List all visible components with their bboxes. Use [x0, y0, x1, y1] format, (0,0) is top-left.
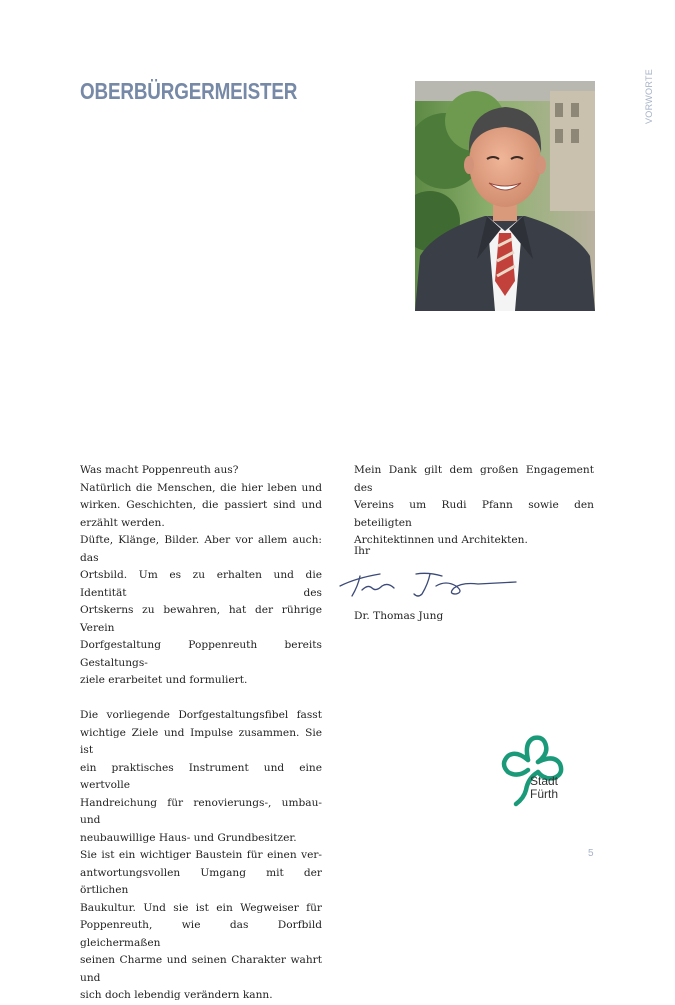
logo-line-fuerth: Fürth	[530, 787, 559, 801]
text-line: Poppenreuth, wie das Dorfbild gleichermaßen	[80, 919, 322, 949]
right-text-column	[354, 462, 594, 550]
text-line: Architektinnen und Architekten.	[354, 534, 528, 546]
text-line: ein praktisches Instrument und eine wertvolle	[80, 761, 322, 791]
text-line: Ortsbild. Um es zu erhalten und die Identität des	[80, 569, 322, 599]
text-line: Handreichung für renovierungs-, umbau- und	[80, 796, 322, 826]
text-line: Baukultur. Und sie ist ein Wegweiser für	[80, 901, 322, 914]
text-line: Was macht Poppenreuth aus?	[80, 464, 239, 476]
text-line: neubauwillige Haus- und Grundbesitzer.	[80, 831, 297, 844]
page-number: 5	[588, 848, 594, 859]
closing-salutation: Ihr	[354, 545, 371, 557]
text-line: erzählt werden.	[80, 516, 165, 529]
signatory-name: Dr. Thomas Jung	[354, 610, 444, 622]
text-line: seinen Charme und seinen Charakter wahrt und	[80, 954, 322, 984]
text-line: Sie ist ein wichtiger Baustein für einen ver-	[80, 849, 322, 861]
text-line: ziele erarbeitet und formuliert.	[80, 674, 248, 686]
left-text-column	[80, 462, 322, 1005]
portrait-illustration	[415, 81, 595, 311]
text-line: wichtige Ziele und Impulse zusammen. Sie ist	[80, 726, 322, 756]
text-line: Düfte, Klänge, Bilder. Aber vor allem auch: das	[80, 534, 322, 564]
handwritten-signature	[338, 566, 518, 600]
text-line: Die vorliegende Dorfgestaltungsfibel fasst	[80, 709, 322, 721]
text-line: Natürlich die Menschen, die hier leben und	[80, 481, 322, 494]
text-line: Dorfgestaltung Poppenreuth bereits Gestaltungs-	[80, 639, 322, 669]
text-line: sich doch lebendig verändern kann.	[80, 989, 273, 1001]
portrait-photo	[415, 81, 595, 311]
text-line: Vereins um Rudi Pfann sowie den beteiligten	[354, 499, 594, 529]
text-line: wirken. Geschichten, die passiert sind und	[80, 499, 322, 511]
page-title: OBERBÜRGERMEISTER	[80, 78, 298, 104]
text-line: Ortskerns zu bewahren, hat der rührige Verein	[80, 604, 322, 634]
logo-line-stadt: Stadt	[530, 774, 559, 788]
text-line: Mein Dank gilt dem großen Engagement des	[354, 464, 594, 494]
section-label: VORWORTE	[644, 68, 654, 124]
text-line: antwortungsvollen Umgang mit der örtlichen	[80, 866, 322, 896]
logo-wordmark	[530, 775, 558, 801]
